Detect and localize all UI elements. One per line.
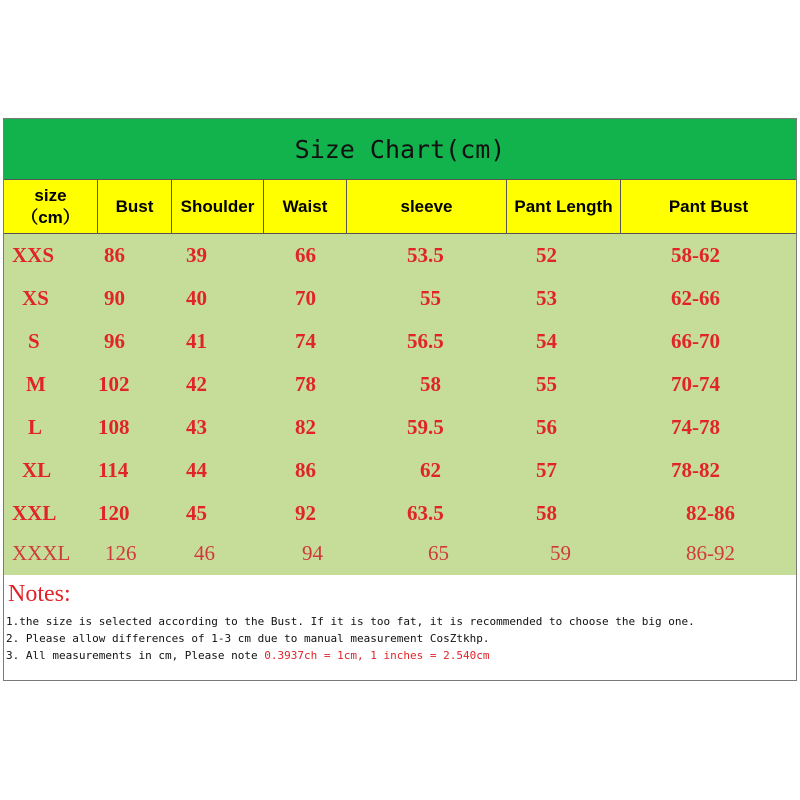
cell-shoulder: 43 [186, 415, 207, 439]
cell-pant-bust: 58-62 [671, 243, 720, 267]
cell-sleeve: 53.5 [407, 243, 444, 267]
header-bust: Bust [98, 180, 172, 233]
table-body [4, 234, 796, 575]
cell-shoulder: 44 [186, 458, 207, 482]
cell-bust: 96 [104, 329, 125, 353]
header-row [4, 180, 796, 234]
cell-waist: 94 [302, 541, 323, 565]
cell-bust: 108 [98, 415, 130, 439]
table-row [4, 532, 796, 575]
note-line-3-text: 3. All measurements in cm, Please note [6, 649, 265, 662]
cell-size: M [26, 372, 46, 396]
cell-sleeve: 62 [420, 458, 441, 482]
cell-pant-length: 58 [536, 501, 557, 525]
cell-shoulder: 40 [186, 286, 207, 310]
cell-size: L [28, 415, 43, 439]
cell-pant-bust: 86-92 [686, 541, 735, 565]
cell-shoulder: 41 [186, 329, 207, 353]
cell-pant-bust: 82-86 [686, 501, 735, 525]
cell-pant-bust: 78-82 [671, 458, 720, 482]
header-shoulder: Shoulder [172, 180, 264, 233]
cell-bust: 86 [104, 243, 125, 267]
cell-bust: 126 [105, 541, 137, 565]
header-pant-bust: Pant Bust [668, 196, 749, 216]
cell-size: XXL [12, 501, 57, 525]
note-line-3-conversion: 0.3937ch = 1cm, 1 inches = 2.540cm [264, 649, 490, 662]
cell-size: XXXL [12, 541, 71, 565]
cell-size: S [28, 329, 40, 353]
note-line-1: 1.the size is selected according to the Bust. If it is too fat, it is recommended to choose the big one. [6, 615, 695, 628]
cell-pant-length: 57 [536, 458, 557, 482]
cell-shoulder: 46 [194, 541, 215, 565]
table-row [4, 234, 796, 277]
cell-shoulder: 45 [186, 501, 207, 525]
notes-title: Notes: [8, 581, 71, 607]
cell-pant-length: 52 [536, 243, 557, 267]
cell-waist: 70 [295, 286, 316, 310]
cell-size: XS [22, 286, 49, 310]
header-size-label: size [34, 185, 67, 205]
cell-shoulder: 42 [186, 372, 207, 396]
cell-pant-length: 55 [536, 372, 557, 396]
cell-sleeve: 55 [420, 286, 441, 310]
cell-size: XL [22, 458, 52, 482]
cell-shoulder: 39 [186, 243, 207, 267]
header-waist: Waist [264, 180, 347, 233]
cell-waist: 78 [295, 372, 316, 396]
cell-sleeve: 56.5 [407, 329, 444, 353]
cell-bust: 120 [98, 501, 130, 525]
notes-section [4, 575, 796, 680]
table-row [4, 363, 796, 406]
cell-pant-bust: 70-74 [671, 372, 720, 396]
header-size [4, 180, 98, 233]
header-pant-length: Pant Length [507, 180, 621, 233]
cell-bust: 102 [98, 372, 130, 396]
table-row [4, 277, 796, 320]
cell-pant-length: 53 [536, 286, 557, 310]
cell-pant-length: 59 [550, 541, 571, 565]
header-sleeve: sleeve [347, 180, 507, 233]
note-line-2: 2. Please allow differences of 1-3 cm due to manual measurement CosZtkhp. [6, 632, 490, 645]
table-row [4, 406, 796, 449]
cell-waist: 86 [295, 458, 316, 482]
table-row [4, 320, 796, 363]
size-chart-table [3, 118, 797, 681]
note-line-3 [6, 649, 489, 662]
cell-waist: 74 [295, 329, 316, 353]
table-row [4, 492, 796, 535]
cell-size: XXS [12, 243, 55, 267]
cell-pant-bust: 66-70 [671, 329, 720, 353]
cell-bust: 90 [104, 286, 125, 310]
cell-waist: 82 [295, 415, 316, 439]
cell-waist: 66 [295, 243, 316, 267]
table-row [4, 449, 796, 492]
cell-sleeve: 58 [420, 372, 441, 396]
header-size-unit: （cm） [21, 207, 80, 227]
cell-sleeve: 59.5 [407, 415, 444, 439]
cell-sleeve: 65 [428, 541, 449, 565]
cell-pant-bust: 74-78 [671, 415, 720, 439]
chart-title: Size Chart(cm) [4, 119, 796, 180]
cell-bust: 114 [98, 458, 129, 482]
cell-sleeve: 63.5 [407, 501, 444, 525]
cell-pant-length: 56 [536, 415, 557, 439]
cell-pant-bust: 62-66 [671, 286, 720, 310]
cell-waist: 92 [295, 501, 316, 525]
cell-pant-length: 54 [536, 329, 557, 353]
